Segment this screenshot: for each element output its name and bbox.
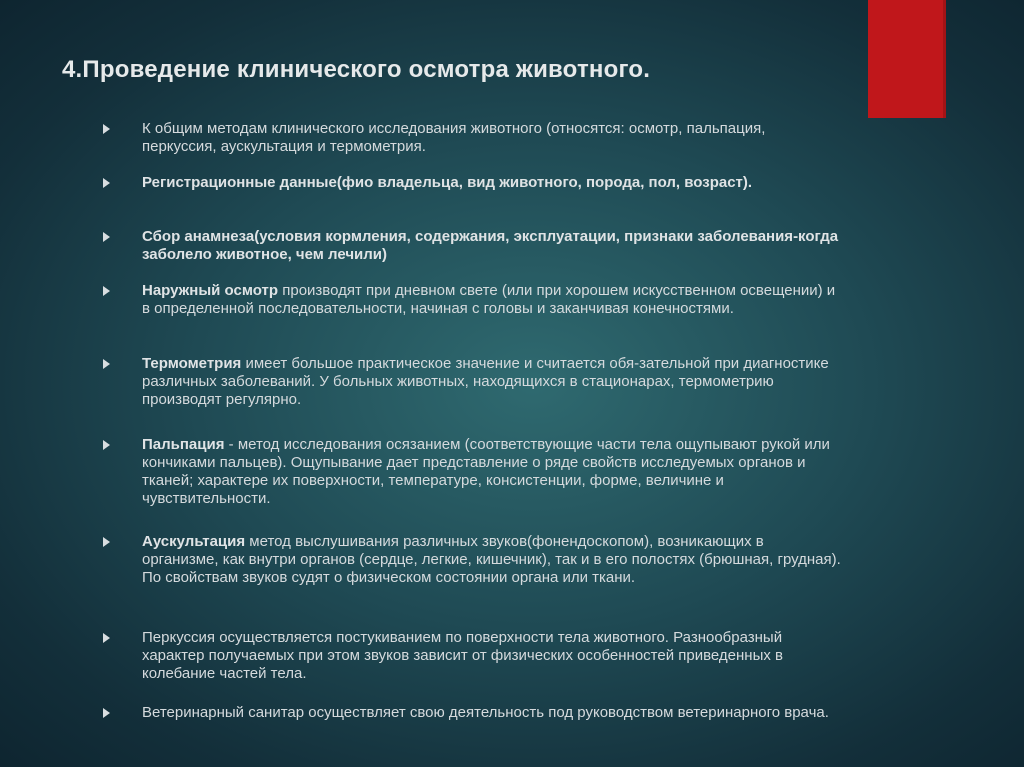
bullet-text: Перкуссия осуществляется постукиванием по поверхности тела животного. Разнообразный характер получаемых при этом звуков зависит от физических особенностей приведенных в колебание частей тела. (142, 629, 784, 682)
bullet-item (100, 120, 842, 156)
arrow-bullet-icon (103, 359, 110, 369)
red-accent-bar (868, 0, 946, 118)
slide-title: 4.Проведение клинического осмотра животного. (62, 56, 651, 83)
bullet-bold-text: Наружный осмотр (142, 282, 279, 299)
bullet-item (100, 436, 842, 508)
bullet-item (100, 629, 842, 683)
bullet-item (100, 704, 842, 722)
bullet-text: К общим методам клинического исследования животного (относятся: осмотр, пальпация, перкуссия, аускультация и термометрия. (142, 120, 766, 155)
bullet-text: - метод исследования осязанием (соответствующие части тела ощупывают рукой или кончиками пальцев). Ощупывание дает представление о ряде свойств исследуемых органов и тканей; характере их поверхности, температуре, консистенции, форме, величине и чувствительности. (142, 436, 830, 507)
arrow-bullet-icon (103, 440, 110, 450)
arrow-bullet-icon (103, 708, 110, 718)
arrow-bullet-icon (103, 286, 110, 296)
bullet-item (100, 282, 842, 318)
bullet-item (100, 228, 842, 264)
bullet-bold-text: Аускультация (142, 533, 246, 550)
bullet-bold-text: Пальпация (142, 436, 225, 453)
bullet-item (100, 355, 842, 409)
bullet-text: имеет большое практическое значение и считается обя-зательной при диагностике различных заболеваний. У больных животных, находящихся в стационарах, термометрию производят регулярно. (142, 355, 829, 408)
bullet-bold-text: Сбор анамнеза(условия кормления, содержания, эксплуатации, признаки заболевания-когда заболело животное, чем лечили) (142, 228, 839, 263)
arrow-bullet-icon (103, 124, 110, 134)
bullet-text: Ветеринарный санитар осуществляет свою деятельность под руководством ветеринарного врача. (142, 704, 829, 721)
bullet-bold-text: Термометрия (142, 355, 242, 372)
arrow-bullet-icon (103, 232, 110, 242)
bullet-bold-text: Регистрационные данные(фио владельца, вид животного, порода, пол, возраст). (142, 174, 753, 191)
bullet-item (100, 174, 842, 192)
arrow-bullet-icon (103, 537, 110, 547)
arrow-bullet-icon (103, 633, 110, 643)
arrow-bullet-icon (103, 178, 110, 188)
bullet-text: метод выслушивания различных звуков(фонендоскопом), возникающих в организме, как внутри органов (сердце, легкие, кишечник), так и в его полостях (брюшная, грудная). По свойствам звуков судят о физическом состоянии органа или ткани. (142, 533, 841, 586)
bullet-item (100, 533, 842, 587)
bullet-text: производят при дневном свете (или при хорошем искусственном освещении) и в определенной последовательности, начиная с головы и заканчивая конечностями. (142, 282, 836, 317)
